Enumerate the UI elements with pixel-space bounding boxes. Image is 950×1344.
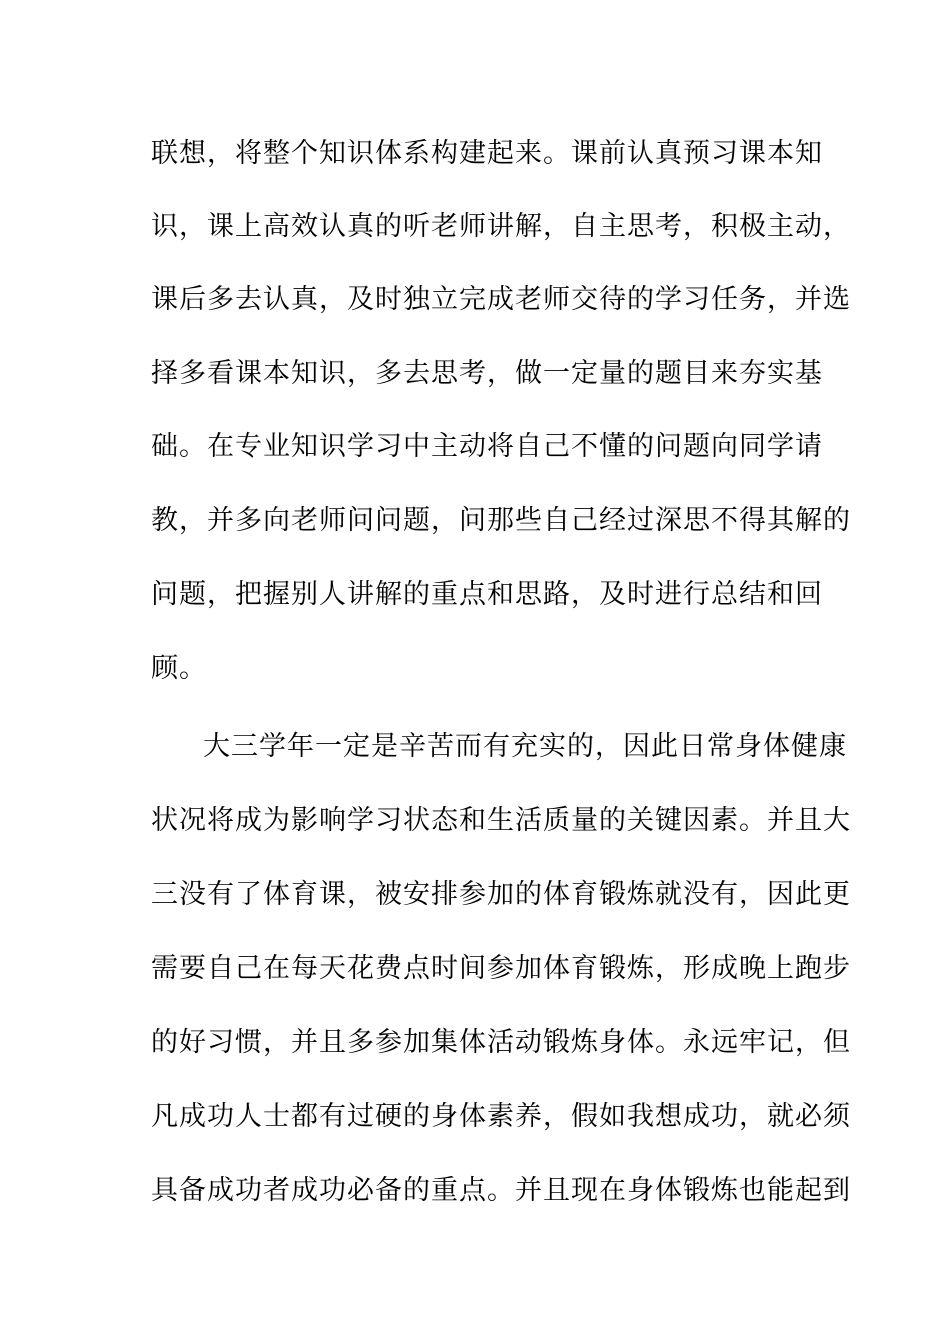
text-line: 凡成功人士都有过硬的身体素养，假如我想成功，就必须	[151, 1101, 851, 1132]
text-line: 础。在专业知识学习中主动将自己不懂的问题向同学请	[151, 431, 823, 462]
text-line: 识，课上高效认真的听老师讲解，自主思考，积极主动，	[151, 211, 851, 242]
text-line: 教，并多向老师问问题，问那些自己经过深思不得其解的	[151, 505, 851, 536]
text-line: 需要自己在每天花费点时间参加体育锻炼，形成晚上跑步	[151, 953, 851, 984]
text-line: 具备成功者成功必备的重点。并且现在身体锻炼也能起到	[151, 1175, 851, 1206]
text-line: 状况将成为影响学习状态和生活质量的关键因素。并且大	[151, 805, 851, 836]
text-line: 的好习惯，并且多参加集体活动锻炼身体。永远牢记，但	[151, 1027, 851, 1058]
text-line: 联想，将整个知识体系构建起来。课前认真预习课本知	[151, 138, 823, 169]
text-line: 三没有了体育课，被安排参加的体育锻炼就没有，因此更	[151, 879, 851, 910]
text-line: 大三学年一定是辛苦而有充实的，因此日常身体健康	[203, 731, 847, 762]
text-line: 问题，把握别人讲解的重点和思路，及时进行总结和回	[151, 579, 823, 610]
text-line: 顾。	[151, 653, 207, 684]
text-line: 择多看课本知识，多去思考，做一定量的题目来夯实基	[151, 358, 823, 389]
text-line: 课后多去认真，及时独立完成老师交待的学习任务，并选	[151, 284, 851, 315]
